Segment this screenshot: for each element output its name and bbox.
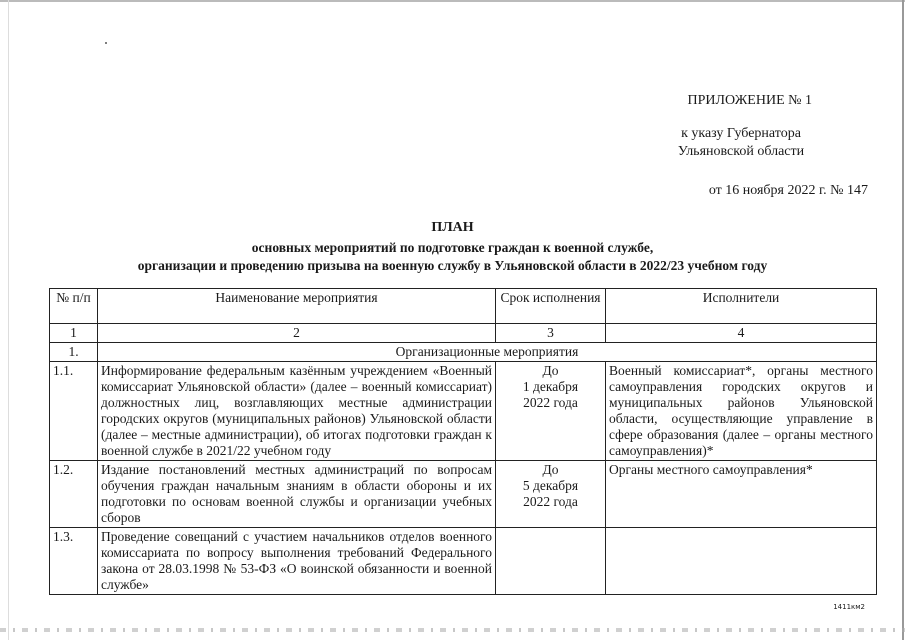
row-executors: Органы местного самоуправления* [606, 461, 877, 528]
table-row [50, 461, 877, 528]
row-num: 1.1. [50, 362, 98, 461]
deadline-line: 2022 года [523, 395, 578, 410]
scan-noise [0, 628, 905, 632]
to-decree-line2: Ульяновской области [677, 144, 805, 159]
column-number-row [50, 324, 877, 343]
column-number: 2 [98, 324, 496, 343]
row-activity: Проведение совещаний с участием начальников отделов военного комиссариата по вопросу выполнения требований Федерального закона от 28.03.1998 № 53-ФЗ «О воинской обязанности и военной службе» [98, 528, 496, 595]
section-num: 1. [50, 343, 98, 362]
row-deadline [496, 528, 606, 595]
table-row [50, 362, 877, 461]
section-title: Организационные мероприятия [98, 343, 877, 362]
plan-subtitle-line2: организации и проведению призыва на военную службу в Ульяновской области в 2022/23 учебном году [137, 258, 768, 273]
row-num: 1.3. [50, 528, 98, 595]
header-num: № п/п [50, 289, 98, 324]
plan-table [49, 288, 877, 595]
header-deadline: Срок исполнения [496, 289, 606, 324]
table-header-row [50, 289, 877, 324]
row-num: 1.2. [50, 461, 98, 528]
page-edge-top [0, 0, 905, 2]
row-deadline [496, 461, 606, 528]
appendix-label: ПРИЛОЖЕНИЕ № 1 [687, 93, 812, 108]
to-decree-line1: к указу Губернатора [681, 126, 801, 141]
header-name: Наименование мероприятия [98, 289, 496, 324]
page-edge-left [8, 0, 9, 640]
decree-date: от 16 ноября 2022 г. № 147 [708, 183, 868, 198]
deadline-line: 5 декабря [522, 478, 579, 493]
scan-speck [105, 42, 107, 44]
page-edge-right [902, 0, 904, 640]
to-decree-block [636, 125, 846, 161]
column-number: 3 [496, 324, 606, 343]
header-executors: Исполнители [606, 289, 877, 324]
row-executors: Военный комиссариат*, органы местного самоуправления городских округов и муниципальных районов Ульяновской области, осуществляющие управление в сфере образования (далее – органы местного самоуправления)* [606, 362, 877, 461]
plan-title: ПЛАН [431, 220, 474, 235]
document-code: 1411км2 [833, 603, 865, 611]
plan-subtitle [0, 239, 905, 275]
deadline-line: 1 декабря [522, 379, 579, 394]
section-row [50, 343, 877, 362]
column-number: 1 [50, 324, 98, 343]
row-executors [606, 528, 877, 595]
deadline-line: До [542, 462, 559, 477]
deadline-line: 2022 года [523, 494, 578, 509]
table-row [50, 528, 877, 595]
row-deadline [496, 362, 606, 461]
row-activity: Информирование федеральным казённым учреждением «Военный комиссариат Ульяновской области» (далее – военный комиссариат) должностных лиц, возглавляющих местные администрации городских округов (муниципальных районов) Ульяновской области (далее – местные администрации), об итогах подготовки граждан к военной службе в 2021/22 учебном году [98, 362, 496, 461]
plan-subtitle-line1: основных мероприятий по подготовке граждан к военной службе, [251, 240, 654, 255]
deadline-line: До [542, 363, 559, 378]
column-number: 4 [606, 324, 877, 343]
row-activity: Издание постановлений местных администраций по вопросам обучения граждан начальным знаниям в области обороны и их подготовки по основам военной службы и организации учебных сборов [98, 461, 496, 528]
